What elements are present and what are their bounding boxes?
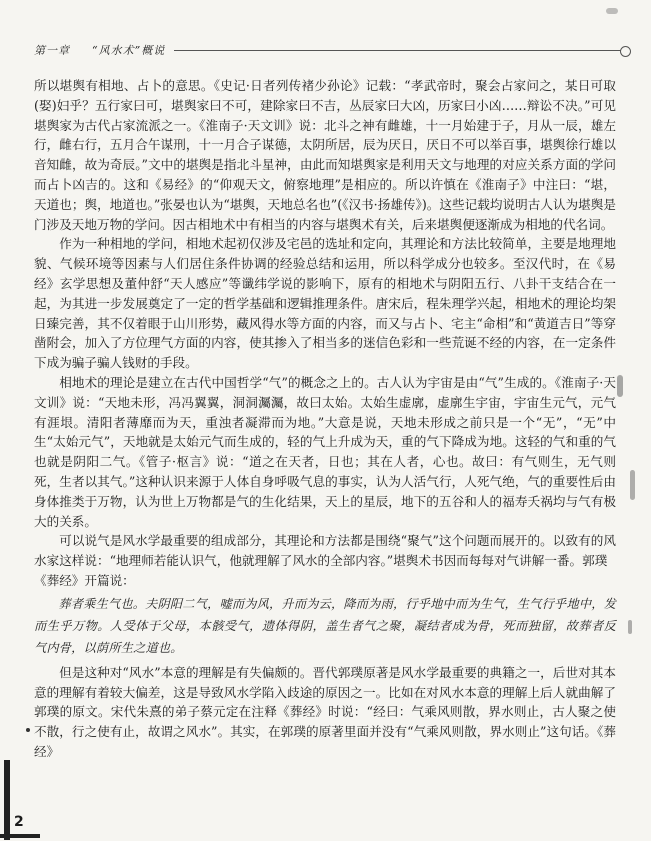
paragraph-2: 作为一种相地的学问，相地术起初仅涉及宅邑的选址和定向，其理论和方法比较简单，主要是地理地貌、气候环境等因素与人们居住条件协调的经验总结和运用，所以科学成分也较多。至汉代时，在《易经》玄学思想及董仲舒“天人感应”等谶纬学说的影响下，原有的相地术与阴阳五行、八卦干支结合在一起，为其进一步发展奠定了一定的哲学基础和逻辑推理条件。唐宋后，程朱理学兴起，相地术的理论均架日臻完善，其不仅着眼于山川形势，藏风得水等方面的内容，而又与占卜、宅主“命相”和“黄道吉日”等穿凿附会，加入了方位理气方面的内容，使其掺入了相当多的迷信色彩和一些荒诞不经的内容，在一定条件下成为骗子骗人钱财的手段。 xyxy=(34,236,616,371)
running-header xyxy=(34,40,624,62)
quote-intro: 《葬经》开篇说： xyxy=(34,572,135,588)
paragraph-1: 所以堪舆有相地、占卜的意思。《史记·日者列传褚少孙论》记载：“孝武帝时，聚会占家问之，某日可取(娶)妇乎？五行家曰可，堪舆家曰不可，建除家曰不吉，丛辰家曰大凶，历家曰小凶……辩讼不决。”可见堪舆家为古代占家流派之一。《淮南子·天文训》说：北斗之神有雌雄，十一月始建于子，月从一辰，雄左行，雌右行，五月合午谋刑，十一月合子谋德，太阴所居，辰为厌日，厌日不可以举百事，堪舆徐行雄以音知雌，故为奇辰。”文中的堪舆是指北斗星神，由此而知堪舆家是利用天文与地理的对应关系方面的学问而占卜凶吉的。这和《易经》的“仰观天文，俯察地理”是相应的。所以许慎在《淮南子》中注曰：“堪，天道也；舆，地道也。”张晏也认为“堪舆，天地总名也”(《汉书·扬雄传》)。这些记载均说明古人认为堪舆是门涉及天地万物的学问。因古相地术中有相当的内容与堪舆术有关，后来堪舆便逐渐成为相地的代名词。 xyxy=(34,78,616,232)
chapter-label: 第一章 xyxy=(34,44,70,57)
section-label: “风水术”概说 xyxy=(92,44,166,57)
header-rule-ornament xyxy=(620,46,631,57)
scan-speck xyxy=(617,375,623,397)
scan-speck xyxy=(606,8,618,14)
page-corner-bar xyxy=(4,760,10,840)
paragraph-3: 相地术的理论是建立在古代中国哲学“气”的概念之上的。古人认为宇宙是由“气”生成的。《淮南子·天文训》说：“天地未形，冯冯翼翼，洞洞灟灟，故曰太始。太始生虚廓，虚廓生宇宙，宇宙生元气，元气有涯垠。清阳者薄靡而为天，重浊者凝滞而为地。”大意是说，天地未形成之前只是一个“无”，“无”中生“太始元气”，天地就是太始元气而生成的，轻的气上升成为天，重的气下降成为地。这轻的气和重的气也就是阴阳二气。《管子·枢言》说：“道之在天者，日也；其在人者，心也。故曰：有气则生，无气则死，生者以其气。”这种认识来源于人体自身呼吸气息的事实，认为人活气行，人死气绝，气的重要性后由身体推类于万物，认为世上万物都是气的生化结果，天上的星辰，地下的五谷和人的福寿夭祸均与气有极大的关系。 xyxy=(34,374,616,529)
scan-speck xyxy=(26,728,30,732)
body-text xyxy=(34,76,616,762)
scan-speck xyxy=(630,470,635,500)
block-quote: 葬者乘生气也。夫阴阳二气，嘘而为风，升而为云，降而为雨，行乎地中而为生气，生气行乎地中，发而生乎万物。人受体于父母，本骸受气，遗体得阴，盖生者气之聚，凝结者成为骨，死而独留，故葬者反气内骨，以荫所生之道也。 xyxy=(34,596,616,655)
paragraph-5: 但是这种对“风水”本意的理解是有失偏颇的。晋代郭璞原著是风水学最重要的典籍之一，后世对其本意的理解有着较大偏差，这是导致风水学陷入歧途的原因之一。比如在对风水本意的理解上后人就曲解了郭璞的原文。宋代朱熹的弟子蔡元定在注释《葬经》时说：“经曰：气乘风则散，界水则止，古人聚之使不散，行之使有止，故谓之风水”。其实，在郭璞的原著里面并没有“气乘风则散，界水则止”这句话。《葬经》 xyxy=(34,664,616,759)
paragraph-4: 可以说气是风水学最重要的组成部分，其理论和方法都是围绕“聚气”这个问题而展开的。以致有的风水家这样说：“地理师若能认识气，他就理解了风水的全部内容。”堪舆术书因而每每对气讲解一番。郭璞 xyxy=(34,533,616,569)
header-rule xyxy=(174,50,624,51)
page-corner-rule xyxy=(0,834,40,838)
scan-speck xyxy=(628,620,632,634)
page-number: 2 xyxy=(14,814,24,830)
